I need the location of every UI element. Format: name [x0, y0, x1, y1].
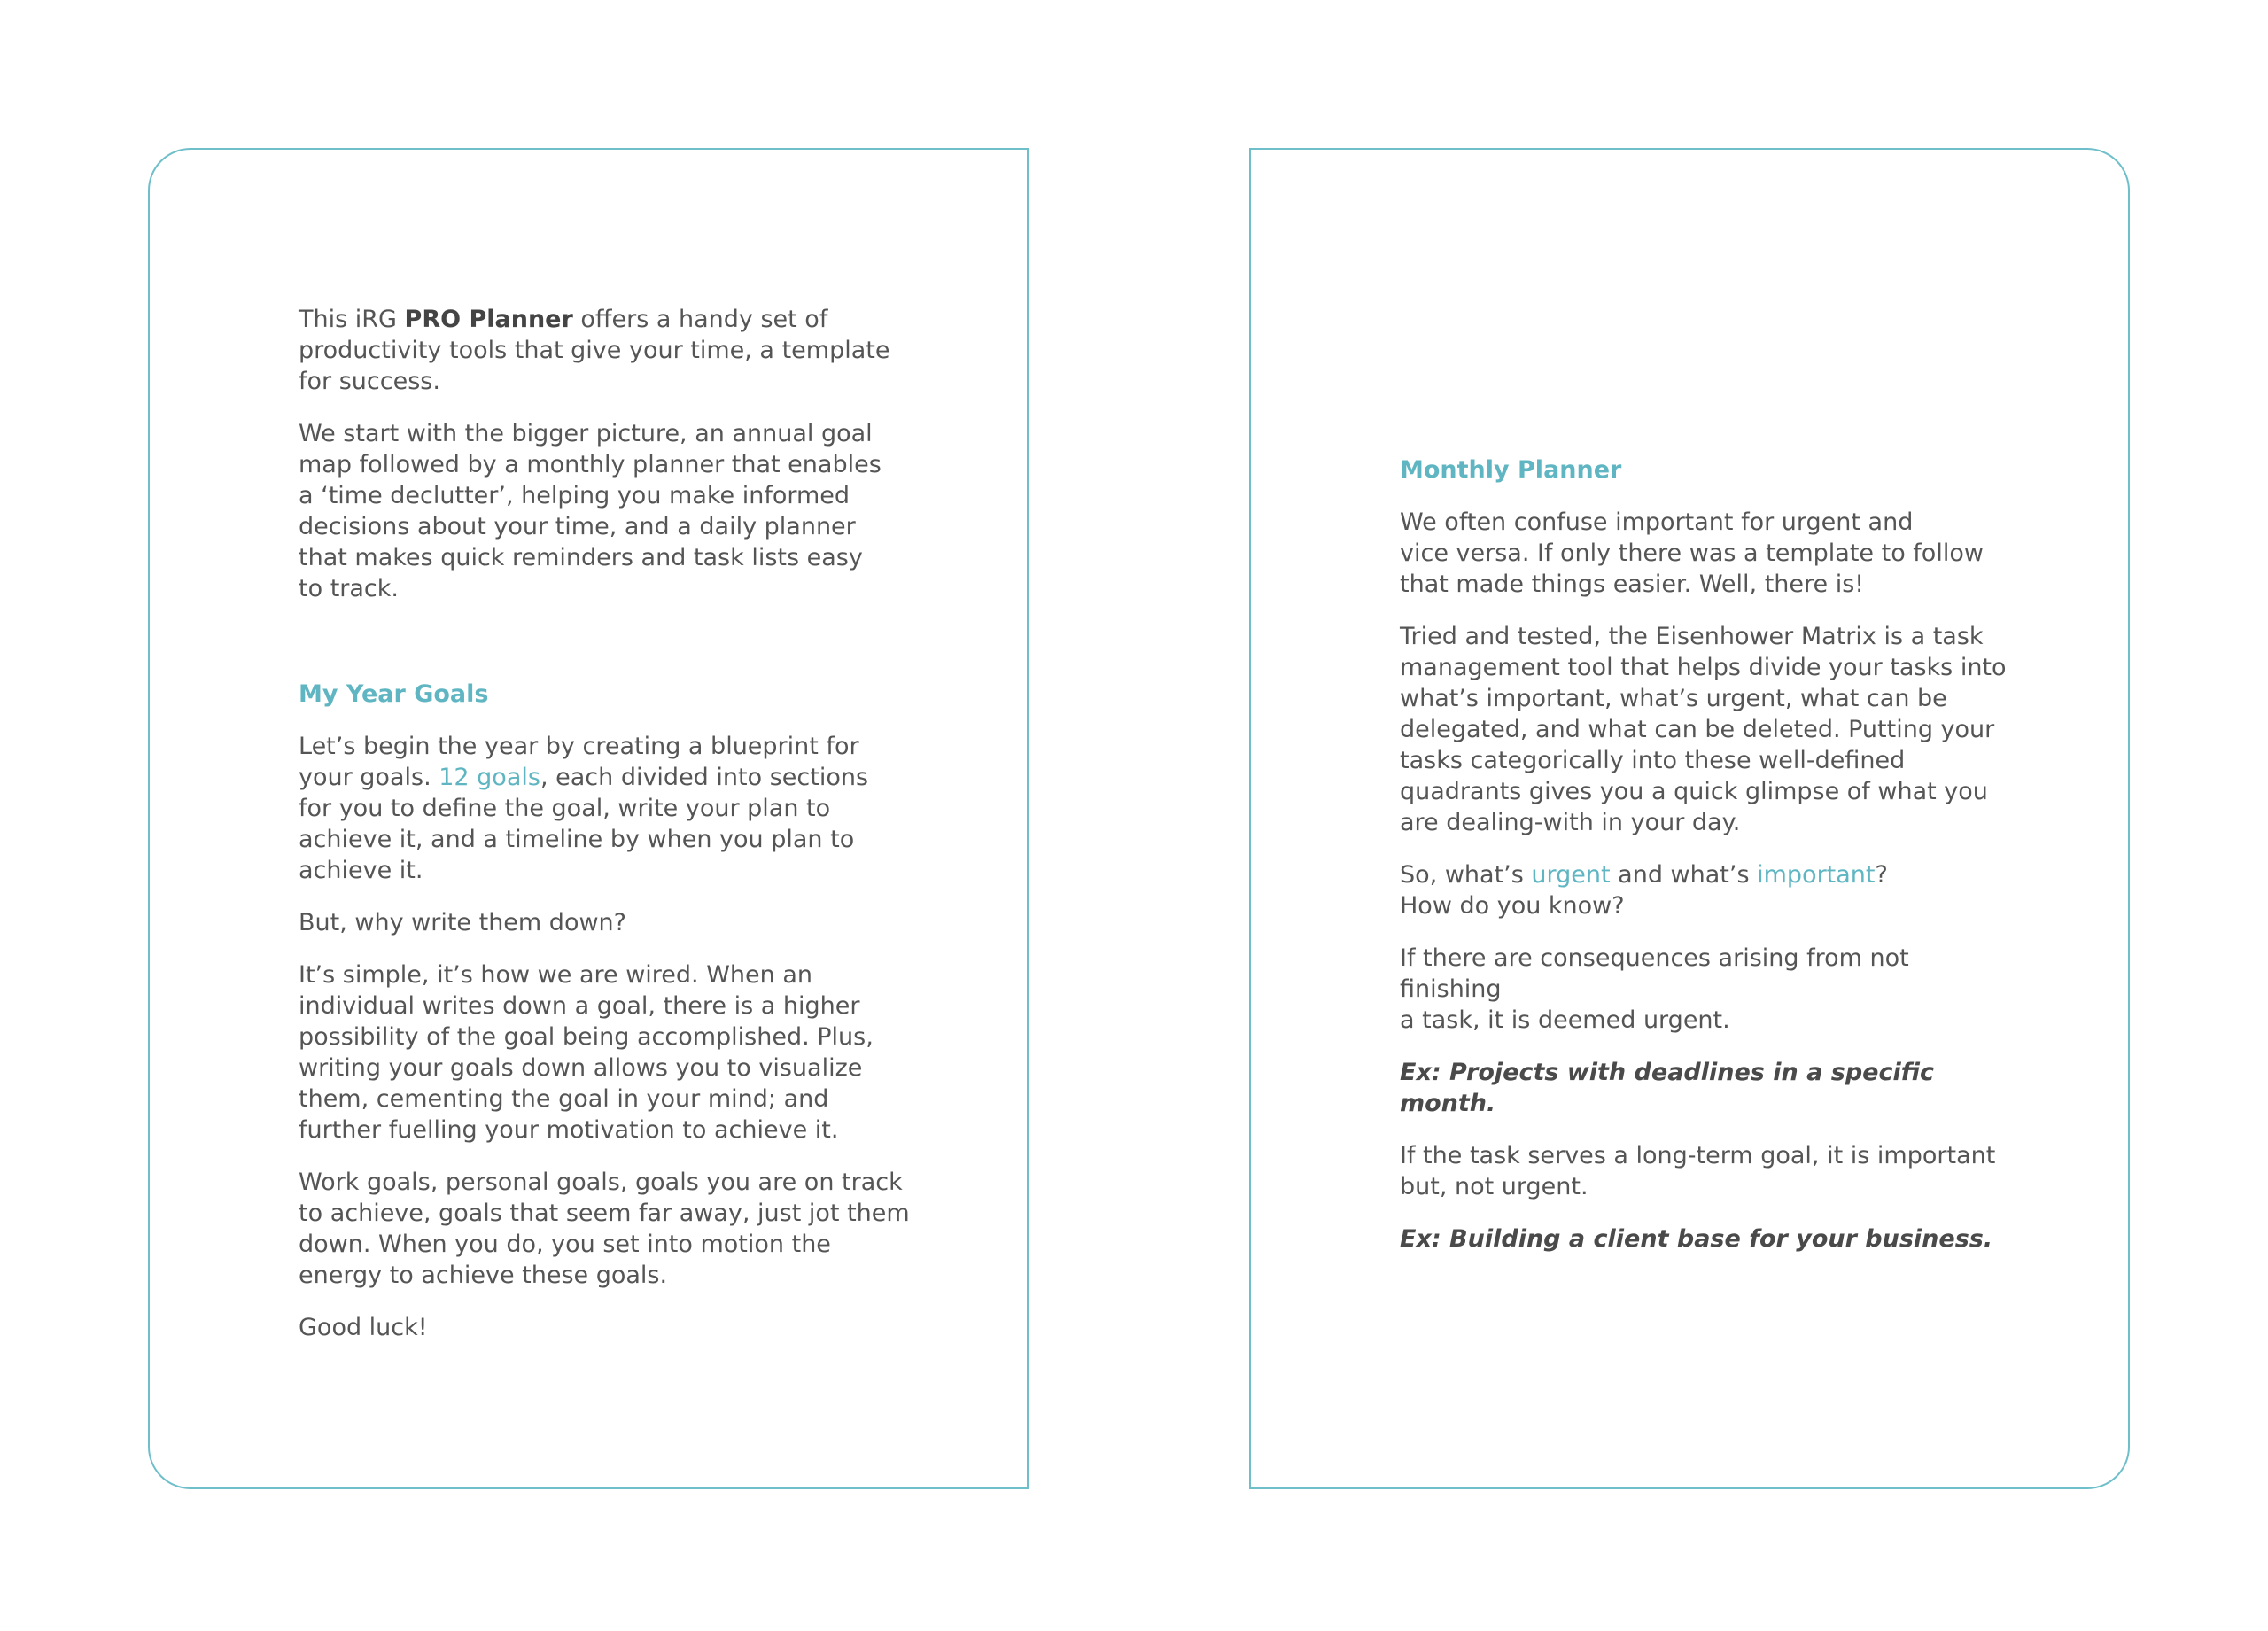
left-page [148, 148, 1029, 1489]
goals-link[interactable]: 12 goals [439, 764, 540, 791]
goals-paragraph: Let’s begin the year by creating a blueprint for your goals. 12 goals, each divided into sections for you to define the goal, write your plan to achieve it, and a timeline by when you plan to achieve it. [299, 733, 869, 884]
intro-paragraph: This iRG PRO Planner offers a handy set of productivity tools that give your time, a template for success. [299, 306, 890, 395]
question-paragraph: But, why write them down? [299, 909, 626, 936]
good-luck-paragraph: Good luck! [299, 1314, 428, 1341]
urgent-link[interactable]: urgent [1531, 861, 1611, 889]
urgent-important-paragraph: So, what’s urgent and what’s important? How do you know? [1400, 861, 1888, 920]
work-goals-paragraph: Work goals, personal goals, goals you are on track to achieve, goals that seem far away, just jot them down. When you do, you set into motion the energy to achieve these goals. [299, 1169, 910, 1289]
left-page-content [299, 304, 910, 1364]
matrix-paragraph: Tried and tested, the Eisenhower Matrix is a task management tool that helps divide your tasks into what’s important, what’s urgent, what can be delegated, and what can be deleted. Putting your tasks categorically into these well-defined quadrants gives you a quick glimpse of what you are dealing-with in your day. [1400, 623, 2007, 836]
overview-paragraph: We start with the bigger picture, an annual goal map followed by a monthly planner that enables a ‘time declutter’, helping you make informed decisions about your time, and a daily planner that makes quick reminders and task lists easy to track. [299, 420, 882, 602]
wired-paragraph: It’s simple, it’s how we are wired. When an individual writes down a goal, there is a higher possibility of the goal being accomplished. Plus, writing your goals down allows you to visualize them, cementing the goal in your mind; and further fuelling your motivation to achieve it. [299, 961, 874, 1144]
confuse-paragraph: We often confuse important for urgent and vice versa. If only there was a template to follow that made things easier. Well, there is! [1400, 509, 1984, 598]
product-name: PRO Planner [404, 306, 573, 333]
section-title-monthly-planner: Monthly Planner [1400, 456, 1622, 484]
right-page [1249, 148, 2130, 1489]
example-urgent: Ex: Projects with deadlines in a specific month. [1400, 1059, 1934, 1117]
right-page-content [1400, 454, 2011, 1276]
example-important: Ex: Building a client base for your business. [1400, 1225, 1993, 1253]
section-title-year-goals: My Year Goals [299, 680, 489, 708]
consequences-paragraph: If there are consequences arising from not finishing a task, it is deemed urgent. [1400, 944, 1909, 1034]
long-term-paragraph: If the task serves a long-term goal, it is important but, not urgent. [1400, 1142, 1996, 1200]
important-link[interactable]: important [1757, 861, 1876, 889]
